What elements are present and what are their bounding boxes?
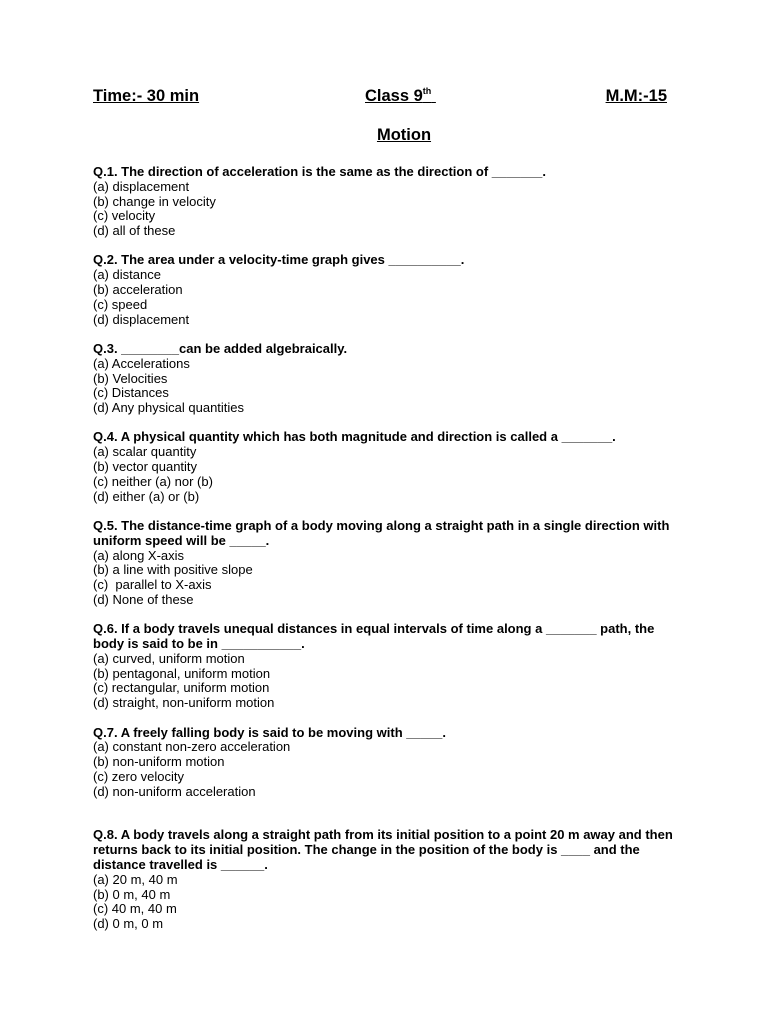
question-8 — [93, 828, 678, 932]
option-c: (c) zero velocity — [93, 768, 185, 784]
question-2 — [93, 253, 678, 327]
question-text: Q.6. If a body travels unequal distances in equal intervals of time along a _______ path, the body is said to be in ___________. — [93, 621, 655, 652]
option-list — [93, 549, 678, 608]
option-d: (d) None of these — [93, 591, 194, 607]
option-c: (c) neither (a) nor (b) — [93, 473, 213, 489]
option-list — [93, 268, 678, 327]
worksheet-title: Motion — [376, 126, 432, 144]
option-list — [93, 357, 678, 416]
worksheet-header — [93, 87, 667, 109]
option-c: (c) velocity — [93, 208, 156, 224]
option-a: (a) 20 m, 40 m — [93, 871, 178, 887]
question-3 — [93, 342, 678, 416]
question-text: Q.8. A body travels along a straight path from its initial position to a point 20 m away and then returns back to its initial position. The change in the position of the body is ____ and the distance travelled is ______. — [93, 827, 673, 873]
option-a: (a) scalar quantity — [93, 444, 197, 460]
question-6 — [93, 622, 678, 711]
option-c: (c) 40 m, 40 m — [93, 901, 177, 917]
question-text: Q.2. The area under a velocity-time graph gives __________. — [93, 252, 465, 268]
question-1 — [93, 165, 678, 239]
class-label-text: Class 9 — [365, 87, 423, 105]
option-d: (d) either (a) or (b) — [93, 488, 200, 504]
option-list — [93, 652, 678, 711]
option-b: (b) Velocities — [93, 370, 168, 386]
option-d: (d) straight, non-uniform motion — [93, 695, 275, 711]
option-c: (c) rectangular, uniform motion — [93, 680, 270, 696]
option-b: (b) vector quantity — [93, 459, 198, 475]
question-list — [93, 165, 678, 932]
option-c: (c) Distances — [93, 385, 169, 401]
class-label — [365, 87, 436, 106]
question-text: Q.1. The direction of acceleration is the same as the direction of _______. — [93, 164, 546, 179]
option-a: (a) along X-axis — [93, 547, 185, 563]
question-7 — [93, 726, 678, 800]
option-b: (b) 0 m, 40 m — [93, 886, 171, 902]
option-a: (a) displacement — [93, 178, 190, 194]
option-a: (a) Accelerations — [93, 355, 190, 371]
option-a: (a) curved, uniform motion — [93, 650, 245, 666]
option-b: (b) a line with positive slope — [93, 562, 253, 578]
option-d: (d) displacement — [93, 311, 190, 327]
option-list — [93, 740, 678, 799]
option-d: (d) Any physical quantities — [93, 400, 245, 416]
question-5 — [93, 519, 678, 608]
option-list — [93, 180, 678, 239]
option-b: (b) change in velocity — [93, 193, 216, 209]
option-a: (a) constant non-zero acceleration — [93, 739, 291, 755]
question-text: Q.4. A physical quantity which has both magnitude and direction is called a _______. — [93, 429, 616, 445]
question-4 — [93, 430, 678, 504]
class-label-superscript: th — [422, 86, 432, 96]
option-d: (d) non-uniform acceleration — [93, 783, 256, 799]
question-text: Q.7. A freely falling body is said to be moving with _____. — [93, 724, 447, 740]
question-text: Q.3. ________can be added algebraically. — [93, 340, 348, 356]
max-marks-label: M.M:-15 — [605, 87, 667, 105]
option-b: (b) pentagonal, uniform motion — [93, 665, 271, 681]
option-list — [93, 873, 678, 932]
option-c: (c) speed — [93, 296, 148, 312]
option-b: (b) non-uniform motion — [93, 754, 225, 770]
option-list — [93, 445, 678, 504]
option-c: (c) parallel to X-axis — [93, 577, 212, 593]
option-a: (a) distance — [93, 267, 161, 283]
option-d: (d) 0 m, 0 m — [93, 916, 164, 932]
time-label: Time:- 30 min — [93, 87, 200, 105]
option-b: (b) acceleration — [93, 282, 183, 298]
option-d: (d) all of these — [93, 223, 176, 239]
question-text: Q.5. The distance-time graph of a body moving along a straight path in a single direction with uniform speed will be _____. — [93, 517, 670, 548]
